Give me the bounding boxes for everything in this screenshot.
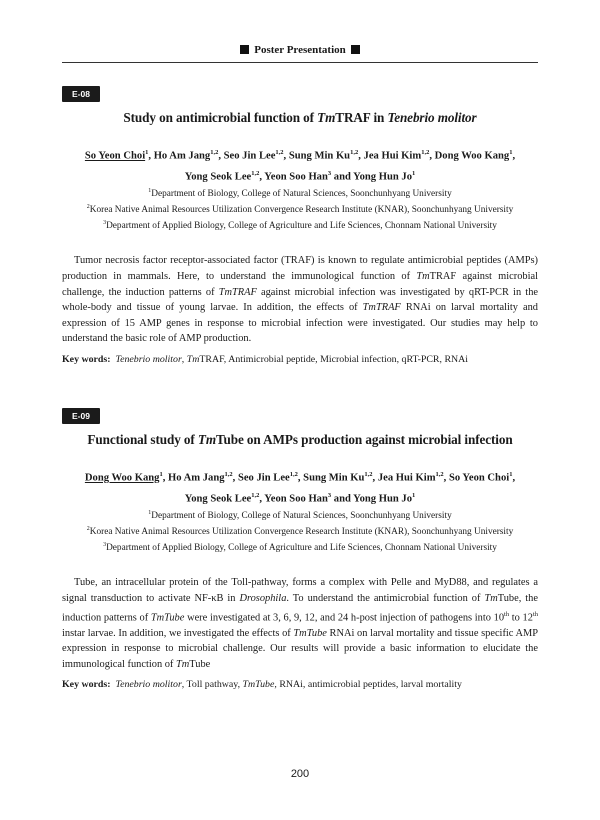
author-name: Dong Woo Kang xyxy=(434,150,510,162)
keywords: Key words: Tenebrio molitor, TmTRAF, Antimicrobial peptide, Microbial infection, qRT-PCR, RNAi xyxy=(62,353,469,365)
page-number: 200 xyxy=(290,768,310,780)
keywords: Key words: Tenebrio molitor, Toll pathway, TmTube, RNAi, antimicrobial peptides, larval mortality xyxy=(62,679,462,691)
abstract-code: E-08 xyxy=(62,86,100,102)
abstract-body: Tumor necrosis factor receptor-associated factor (TRAF) is known to regulate antimicrobial peptides (AMPs) production in mammals. Here, to understand the immunological function of TmTRAF against microbial challenge, the induction patterns of TmTRAF against microbial infection was investigated by qRT-PCR in the whole-body and tissue of young larvae. In addition, the effects of TmTRAF RNAi on larval mortality and expression of 15 AMP genes in response to microbial infection were investigated. Our studies may help to understand the basic role of AMP production. xyxy=(62,255,538,345)
square-bullet-icon xyxy=(351,45,360,54)
author-name: Seo Jin Lee xyxy=(223,150,276,162)
author-name: Dong Woo Kang xyxy=(84,472,160,484)
keywords-label: Key words: xyxy=(62,353,111,365)
keywords-label: Key words: xyxy=(62,679,111,691)
author-name: Jea Hui Kim xyxy=(363,150,422,162)
author-name: Yong Hun Jo xyxy=(353,493,412,505)
affiliation: $^1$Department of Biology, College of Natural Sciences, Soonchunhyang University xyxy=(148,188,452,200)
abstract-e08 xyxy=(62,84,538,365)
author-name: Ho Am Jang xyxy=(153,150,211,162)
affiliation: $^2$Korea Native Animal Resources Utilization Convergence Research Institute (KNAR), Soonchunhyang University xyxy=(86,204,514,216)
abstract-code: E-09 xyxy=(62,408,100,424)
header-label: Poster Presentation xyxy=(254,44,346,56)
affiliation-list xyxy=(62,185,538,233)
square-bullet-icon xyxy=(240,45,249,54)
author-name: Seo Jin Lee xyxy=(237,472,290,484)
author-name: Yong Hun Jo xyxy=(353,171,412,183)
affiliation: $^1$Department of Biology, College of Natural Sciences, Soonchunhyang University xyxy=(148,510,452,522)
affiliation: $^2$Korea Native Animal Resources Utilization Convergence Research Institute (KNAR), Soonchunhyang University xyxy=(86,526,514,538)
section-header xyxy=(62,44,538,62)
affiliation: $^3$Department of Applied Biology, College of Agriculture and Life Sciences, Chonnam National University xyxy=(103,220,497,232)
abstract-title: Functional study of TmTube on AMPs production against microbial infection xyxy=(87,432,513,447)
author-name: So Yeon Choi xyxy=(448,472,510,484)
affiliation: $^3$Department of Applied Biology, College of Agriculture and Life Sciences, Chonnam National University xyxy=(103,542,497,554)
author-name: Jea Hui Kim xyxy=(377,472,436,484)
author-name: So Yeon Choi xyxy=(84,150,146,162)
author-name: Yong Seok Lee xyxy=(184,171,252,183)
header-rule xyxy=(62,62,538,63)
author-list: Dong Woo Kang$^1$, Ho Am Jang$^{1,2}$, Seo Jin Lee$^{1,2}$, Sung Min Ku$^{1,2}$, Jea Hui Kim$^{1,2}$, So Yeon Choi$^1$, Yong Seok Lee$^{1,2}$, Yeon Soo Han$^3$ and Yong Hun Jo$^1$ xyxy=(84,471,516,505)
author-name: Ho Am Jang xyxy=(168,472,225,484)
author-list: So Yeon Choi$^1$, Ho Am Jang$^{1,2}$, Seo Jin Lee$^{1,2}$, Sung Min Ku$^{1,2}$, Jea Hui Kim$^{1,2}$, Dong Woo Kang$^1$, Yong Seok Lee$^{1,2}$, Yeon Soo Han$^3$ and Yong Hun Jo$^1$ xyxy=(84,149,516,183)
abstract-title: Study on antimicrobial function of TmTRAF in Tenebrio molitor xyxy=(123,110,477,125)
author-name: Sung Min Ku xyxy=(303,472,365,484)
abstract-e09 xyxy=(62,406,538,690)
author-name: Yeon Soo Han xyxy=(264,493,328,505)
author-name: Yong Seok Lee xyxy=(184,493,252,505)
abstract-body: Tube, an intracellular protein of the Toll-pathway, forms a complex with Pelle and MyD88, and regulates a signal transduction to activate NF-κB in Drosophila. To understand the antimicrobial function of TmTube, the induction patterns of TmTube were investigated at 3, 6, 9, 12, and 24 h-post injection of pathogens into 10th to 12th instar larvae. In addition, we investigated the effects of TmTube RNAi on larval mortality and tissue specific AMP expression in response to microbial challenge. Our results will provide a basic information to elucidate the immunological function of TmTube xyxy=(62,577,539,670)
affiliation-list xyxy=(62,507,538,555)
author-name: Sung Min Ku xyxy=(288,150,351,162)
author-name: Yeon Soo Han xyxy=(264,171,328,183)
